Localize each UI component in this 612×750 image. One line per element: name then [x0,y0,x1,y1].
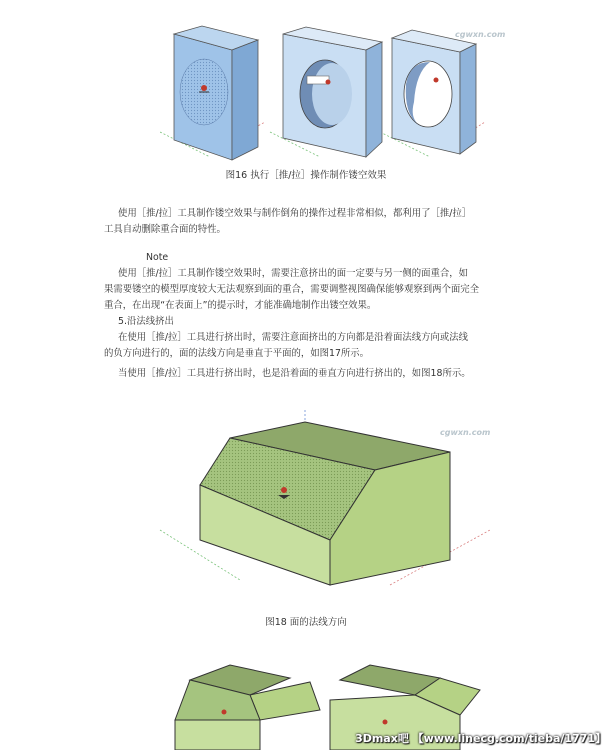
box-hollow [392,30,476,154]
watermark-figure18: cgwxn.com [440,428,491,437]
section-title: 5.沿法线挤出 [118,316,174,327]
box-solid [174,26,258,160]
box-pushing [283,27,382,157]
figure-18-image [150,410,500,605]
figure-18-caption: 图18 面的法线方向 [265,617,347,628]
figure-16-caption: 图16 执行［推/拉］操作制作镂空效果 [225,170,387,181]
paragraph-1-line-2: 工具自动删除重合面的特性。 [104,224,226,235]
extruded-box [200,422,450,585]
paragraph-1-line-1: 使用［推/拉］工具制作镂空效果与制作倒角的操作过程非常相似，都利用了［推/拉］ [118,208,472,219]
paragraph-2-line-1: 在使用［推/拉］工具进行挤出时，需要注意面挤出的方向都是沿着面法线方向或法线 [118,332,469,343]
note-line-3: 重合，在出现“在表面上”的提示时，才能准确地制作出镂空效果。 [104,300,377,311]
extruded-box-left [175,665,320,750]
note-line-1: 使用［推/拉］工具制作镂空效果时，需要注意挤出的面一定要与另一侧的面重合，如 [118,268,469,279]
footer-watermark: 3Dmax吧 【www.linecg.com/tieba/1771】 [355,732,606,745]
figure-16-image [160,22,490,162]
watermark-figure16: cgwxn.com [455,30,506,39]
note-line-2: 果需要镂空的模型厚度较大无法观察到面的重合，需要调整视图确保能够观察到两个面完全 [104,284,480,295]
paragraph-3-line-1: 当使用［推/拉］工具进行挤出时，也是沿着面的垂直方向进行挤出的，如图18所示。 [118,368,471,379]
note-title: Note [146,252,169,263]
paragraph-2-line-2: 的负方向进行的，面的法线方向是垂直于平面的，如图17所示。 [104,348,370,359]
